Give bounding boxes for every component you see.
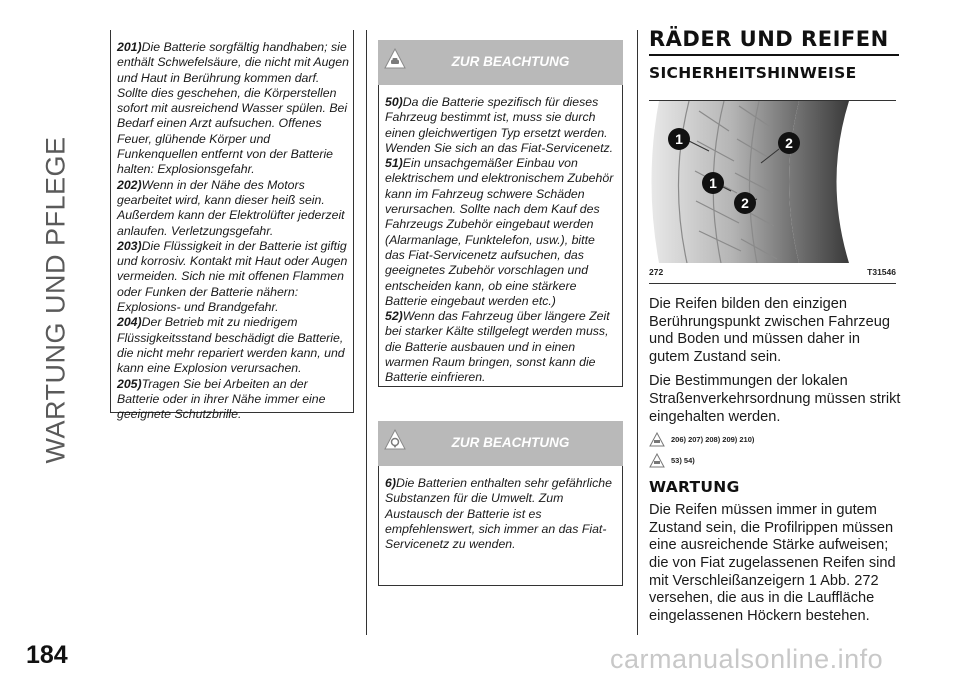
figure-number: 272: [649, 267, 664, 277]
note-item: 50)Da die Batterie spezifisch für dieses Fahrzeug bestimmt ist, muss sie durch einen gleichwertigen Typ ersetzt werden. Wenden Sie sich an das Fiat-Servicenetz.: [385, 95, 614, 155]
attention-references: 53) 54): [649, 453, 904, 468]
body-paragraph: Die Bestimmungen der lokalen Straßenverkehrsordnung müssen strikt eingehalten werden.: [649, 373, 901, 425]
column-divider: [637, 30, 638, 635]
attention-title: ZUR BEACHTUNG: [451, 435, 570, 450]
attention-box: [378, 466, 623, 586]
body-paragraph: Die Reifen müssen immer in gutem Zustand sein, die Profilrippen müssen eine ausreichende Stärke aufweisen; die von Fiat zugelassenen Reifen sind mit Verschleißanzeigern 1 Abb. 272 versehen, die aus in die Lauffläche eingelassenen Höckern bestehen.: [649, 502, 896, 624]
tire-illustration: [649, 101, 896, 263]
attention-header: [378, 421, 623, 466]
note-item: 202)Wenn in der Nähe des Motors gearbeitet wird, kann dieser heiß sein. Außerdem kann der Elektrolüfter jederzeit anlaufen. Verletzungsgefahr.: [117, 177, 345, 238]
note-item: 52)Wenn das Fahrzeug über längere Zeit bei starker Kälte stillgelegt werden muss, die Batterie ausbauen und in einen warmen Raum bringen, sonst kann die Batterie einfrieren.: [385, 309, 610, 385]
note-item: 6)Die Batterien enthalten sehr gefährliche Substanzen für die Umwelt. Zum Austausch der Batterie ist es empfehlenswert, sich immer an das Fiat-Servicenetz zu wenden.: [385, 476, 612, 552]
body-paragraph: Die Reifen bilden den einzigen Berührungspunkt zwischen Fahrzeug und Boden und müssen daher in gutem Zustand sein.: [649, 296, 890, 365]
note-item: 204)Der Betrieb mit zu niedrigem Flüssigkeitsstand beschädigt die Batterie, die nicht mehr repariert werden kann, und kann eine Explosion verursachen.: [117, 315, 345, 376]
subsection-title: SICHERHEITSHINWEISE: [649, 64, 857, 82]
page-number: 184: [26, 641, 68, 669]
note-item: 203)Die Flüssigkeit in der Batterie ist giftig und korrosiv. Kontakt mit Haut oder Augen vermeiden. Sich nie mit offenen Flammen oder Funken der Batterie nähern: Explosions- und Brandgefahr.: [117, 238, 348, 315]
tires-section: [649, 26, 904, 625]
note-item: 205)Tragen Sie bei Arbeiten an der Batterie oder in ihrer Nähe immer eine geeignete Schutzbrille.: [117, 376, 326, 422]
figure-code: T31546: [867, 267, 896, 277]
svg-text:2: 2: [741, 195, 749, 211]
footer-watermark: carmanualsonline.info: [610, 644, 884, 674]
note-item: 201)Die Batterie sorgfältig handhaben; sie enthält Schwefelsäure, die nicht mit Augen und Haut in Berührung kommen darf. Sollte dies geschehen, die Körperstellen sofort mit ausreichend Wasser spülen. Bei Bedarf einen Arzt aufsuchen. Offenes Feuer, glühende Körper und Funkenquellen entfernt von der Batterie halten: Explosionsgefahr.: [117, 40, 349, 177]
attention-column: [378, 40, 623, 586]
figure-caption: [649, 267, 896, 284]
title-rule: [649, 54, 899, 56]
attention-header: [378, 40, 623, 85]
svg-text:1: 1: [709, 175, 717, 191]
note-item: 51)Ein unsachgemäßer Einbau von elektrischem und elektronischem Zubehör kann im Fahrzeug schwere Schäden verursachen. Sollte nach dem Kauf des Fahrzeugs Zubehör eingebaut werden (Alarmanlage, Funktelefon, usw.), bitte das Fiat-Servicenetz aufsuchen, das geeignetes Zubehör vorschlagen und entscheiden kann, ob eine stärkere Batterie eingebaut werden etc.): [385, 156, 614, 308]
attention-box: [378, 85, 623, 387]
maintenance-heading: WARTUNG: [649, 478, 740, 497]
svg-text:2: 2: [785, 135, 793, 151]
tire-figure: [649, 100, 896, 263]
warning-notes-box: [110, 30, 354, 422]
car-warning-icon: [649, 432, 665, 447]
attention-title: ZUR BEACHTUNG: [451, 54, 570, 69]
warning-references: 206) 207) 208) 209) 210): [649, 432, 904, 447]
svg-text:1: 1: [675, 131, 683, 147]
section-title: RÄDER UND REIFEN: [649, 27, 889, 51]
car-warning-icon: [649, 453, 665, 468]
chapter-side-title: WARTUNG UND PFLEGE: [40, 136, 71, 464]
column-divider: [366, 30, 367, 635]
